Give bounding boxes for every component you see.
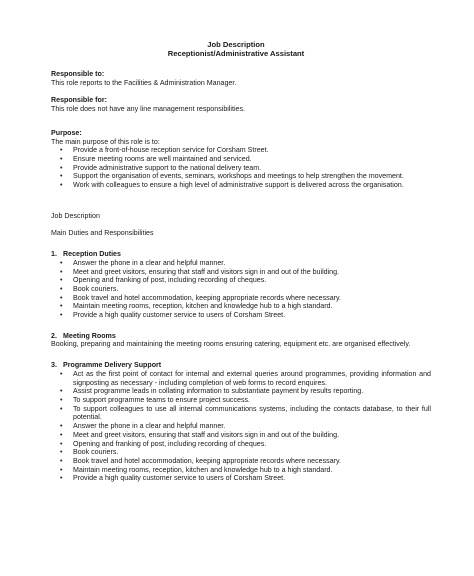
list-item-text: Book couriers. <box>73 448 119 457</box>
list-item-text: Provide administrative support to the national delivery team. <box>73 163 262 172</box>
document-header <box>71 40 431 58</box>
list-item <box>60 146 431 155</box>
list-item <box>60 258 431 268</box>
list-item <box>60 276 431 285</box>
bullet-icon: • <box>60 181 63 190</box>
programme-support-list <box>51 370 431 483</box>
list-item-text: Provide a front-of-house reception service for Corsham Street. <box>73 146 269 155</box>
bullet-icon: • <box>60 456 63 465</box>
purpose-intro: The main purpose of this role is to: <box>51 137 160 146</box>
responsible-for-text: This role does not have any line management responsibilities. <box>51 105 246 114</box>
bullet-icon: • <box>60 448 63 457</box>
bullet-icon: • <box>60 146 63 155</box>
bullet-icon: • <box>60 430 63 439</box>
main-duties-label: Main Duties and Responsibilities <box>51 229 154 238</box>
list-item <box>60 448 431 457</box>
reception-duties-list <box>51 259 431 320</box>
list-item-text: To support programme teams to ensure project success. <box>73 395 251 404</box>
meeting-rooms-number: 2. <box>51 331 57 340</box>
programme-support-title: Programme Delivery Support <box>63 361 162 370</box>
bullet-icon: • <box>60 395 63 404</box>
bullet-icon: • <box>60 474 63 483</box>
list-item <box>60 163 431 173</box>
list-item-text: Meet and greet visitors, ensuring that staff and visitors sign in and out of the building. <box>73 430 340 439</box>
list-item-text: Book travel and hotel accommodation, keeping appropriate records where necessary. <box>73 293 342 302</box>
list-item <box>60 284 431 294</box>
bullet-icon: • <box>60 404 63 413</box>
list-item-text: Support the organisation of events, seminars, workshops and meetings to help strengthen the movement. <box>73 172 404 181</box>
reception-duties-number: 1. <box>51 250 57 259</box>
list-item-text: Maintain meeting rooms, reception, kitchen and knowledge hub to a high standard. <box>73 302 333 311</box>
list-item <box>60 154 431 164</box>
programme-support-heading <box>51 361 431 370</box>
list-item <box>60 422 431 431</box>
list-item <box>60 404 431 422</box>
purpose-list <box>51 146 431 190</box>
document-subtitle: Receptionist/Administrative Assistant <box>167 49 305 58</box>
bullet-icon: • <box>60 302 63 311</box>
list-item-text: To support colleagues to use all internal communications systems, including the contacts database, to their full potential. <box>73 404 431 422</box>
responsible-to-heading: Responsible to: <box>51 70 105 78</box>
list-item <box>60 302 431 311</box>
meeting-rooms-text: Booking, preparing and maintaining the meeting rooms ensuring catering, equipment etc. are organised effectively. <box>51 340 411 349</box>
list-item-text: Answer the phone in a clear and helpful manner. <box>73 422 226 431</box>
list-item <box>60 267 431 277</box>
bullet-icon: • <box>60 284 63 293</box>
bullet-icon: • <box>60 439 63 448</box>
list-item <box>60 474 431 483</box>
list-item-text: Opening and franking of post, including recording of cheques. <box>73 276 267 285</box>
list-item-text: Assist programme leads in collating information to substantiate payment by results reporting. <box>73 387 364 396</box>
list-item <box>60 311 431 320</box>
responsible-to-text: This role reports to the Facilities & Administration Manager. <box>51 78 237 87</box>
purpose-heading: Purpose: <box>51 128 82 137</box>
list-item-text: Answer the phone in a clear and helpful manner. <box>73 258 226 267</box>
bullet-icon: • <box>60 293 63 302</box>
bullet-icon: • <box>60 311 63 320</box>
list-item-text: Book travel and hotel accommodation, keeping appropriate records where necessary. <box>73 456 342 465</box>
document-title: Job Description <box>207 40 265 49</box>
bullet-icon: • <box>60 422 63 431</box>
reception-duties-title: Reception Duties <box>63 250 121 259</box>
list-item-text: Opening and franking of post, including recording of cheques. <box>73 439 267 448</box>
job-description-label: Job Description <box>51 211 100 220</box>
list-item-text: Book couriers. <box>73 284 119 293</box>
programme-support-number: 3. <box>51 361 57 370</box>
list-item-text: Provide a high quality customer service to users of Corsham Street. <box>73 474 286 483</box>
list-item-text: Ensure meeting rooms are well maintained and serviced. <box>73 154 252 163</box>
list-item-text: Act as the first point of contact for internal and external queries around programmes, providing information and signposting as necessary - including completion of web forms to record enquires. <box>73 369 431 387</box>
list-item <box>60 387 431 396</box>
list-item <box>60 439 431 449</box>
list-item-text: Provide a high quality customer service to users of Corsham Street. <box>73 311 286 320</box>
bullet-icon: • <box>60 258 63 267</box>
list-item <box>60 456 431 466</box>
list-item <box>60 369 431 387</box>
bullet-icon: • <box>60 163 63 172</box>
bullet-icon: • <box>60 387 63 396</box>
list-item <box>60 465 431 475</box>
document-content <box>51 40 431 483</box>
bullet-icon: • <box>60 369 63 378</box>
list-item-text: Meet and greet visitors, ensuring that staff and visitors sign in and out of the building. <box>73 267 340 276</box>
meeting-rooms-title: Meeting Rooms <box>63 331 116 340</box>
list-item <box>60 430 431 440</box>
list-item <box>60 172 431 181</box>
bullet-icon: • <box>60 267 63 276</box>
bullet-icon: • <box>60 154 63 163</box>
reception-duties-heading <box>51 250 431 259</box>
responsible-for-heading: Responsible for: <box>51 96 107 105</box>
bullet-icon: • <box>60 172 63 181</box>
list-item <box>60 395 431 405</box>
meeting-rooms-heading <box>51 332 431 341</box>
bullet-icon: • <box>60 465 63 474</box>
bullet-icon: • <box>60 276 63 285</box>
list-item-text: Work with colleagues to ensure a high level of administrative support is delivered across the organisation. <box>73 181 404 190</box>
list-item <box>60 293 431 303</box>
list-item-text: Maintain meeting rooms, reception, kitchen and knowledge hub to a high standard. <box>73 465 333 474</box>
list-item <box>60 181 431 190</box>
